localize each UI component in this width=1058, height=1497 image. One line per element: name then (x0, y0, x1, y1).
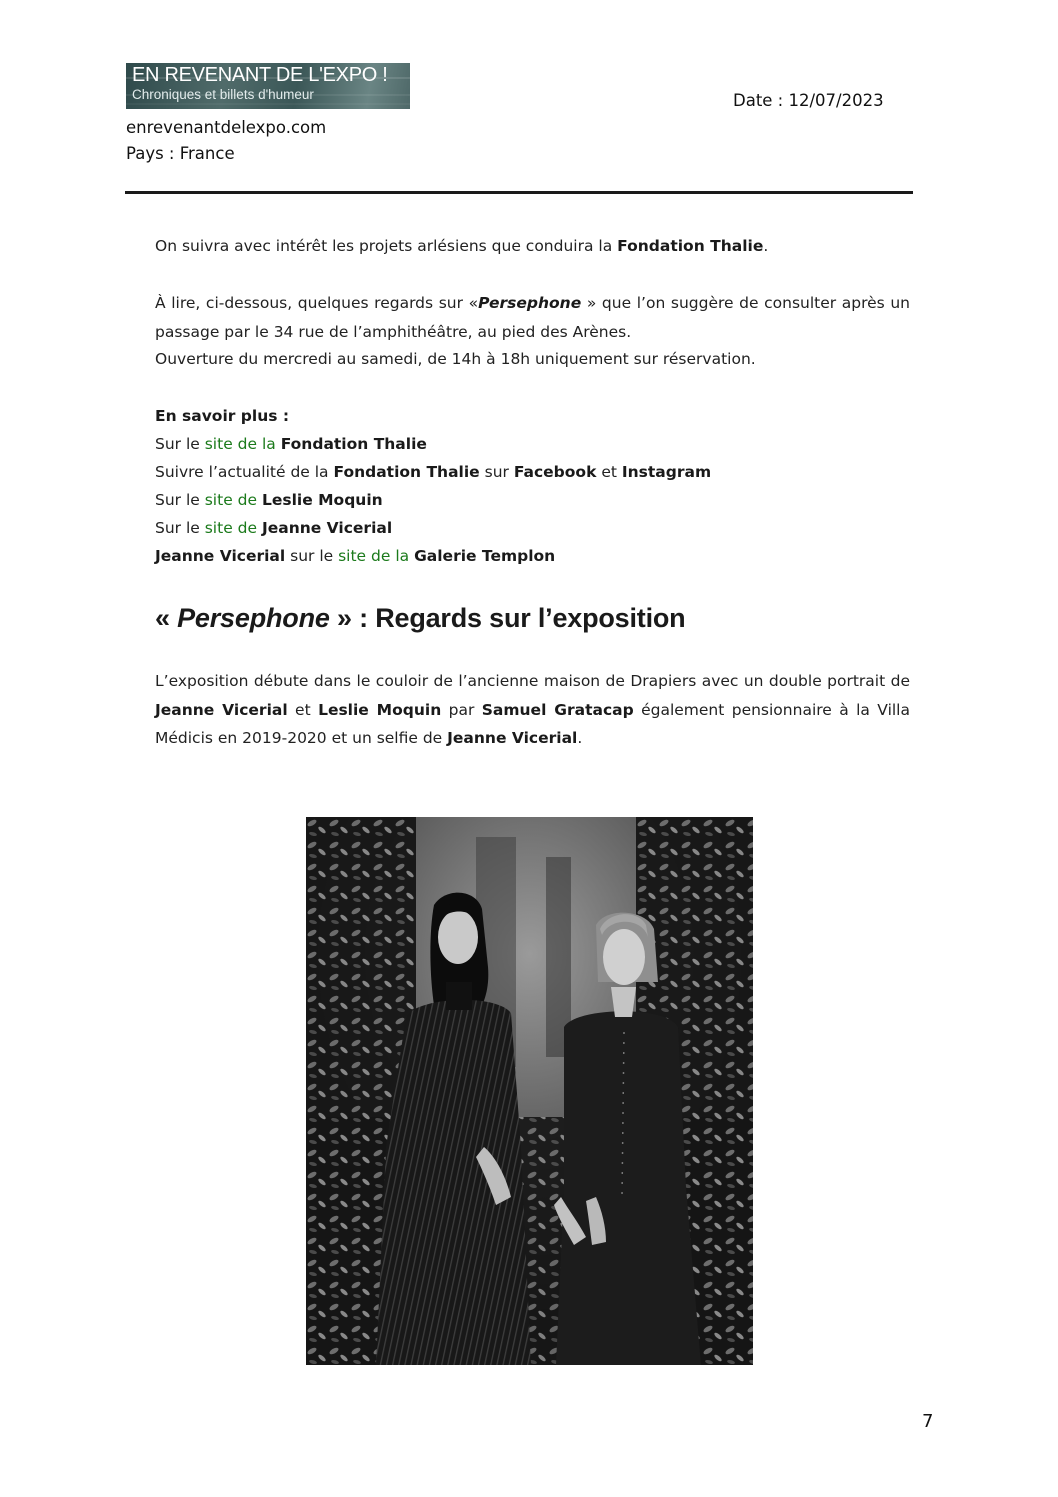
jeanne-vicerial-site-link[interactable]: site de Jeanne Vicerial (204, 519, 393, 537)
more-info-line-2: Suivre l’actualité de la Fondation Thalie sur Facebook et Instagram (155, 463, 712, 481)
more-info-line-4: Sur le site de Jeanne Vicerial (155, 519, 393, 537)
publication-logo (126, 63, 410, 109)
facebook-link[interactable]: Facebook (513, 463, 597, 481)
fondation-thalie-site-link[interactable]: site de la Fondation Thalie (204, 435, 427, 453)
leslie-moquin-site-link[interactable]: site de Leslie Moquin (204, 491, 383, 509)
section-heading: « Persephone » : Regards sur l’exposition (155, 603, 686, 633)
source-site: enrevenantdelexpo.com (126, 118, 327, 137)
galerie-templon-site-link[interactable]: site de la Galerie Templon (338, 547, 556, 565)
instagram-link[interactable]: Instagram (621, 463, 712, 481)
page-number: 7 (922, 1411, 934, 1432)
header-divider (125, 191, 913, 194)
source-country: Pays : France (126, 144, 235, 163)
more-info-line-5: Jeanne Vicerial sur le site de la Galerie Templon (155, 547, 556, 565)
logo-subtitle: Chroniques et billets d'humeur (132, 87, 314, 102)
reading-paragraph: À lire, ci-dessous, quelques regards sur «Persephone » que l’on suggère de consulter après un passage par le 34 rue de l’amphithéâtre, au pied des Arènes. (155, 294, 911, 341)
more-info-heading: En savoir plus : (155, 407, 290, 425)
opening-hours: Ouverture du mercredi au samedi, de 14h à 18h uniquement sur réservation. (155, 350, 756, 368)
more-info-line-3: Sur le site de Leslie Moquin (155, 491, 383, 509)
publication-date: Date : 12/07/2023 (733, 91, 884, 110)
exhibition-paragraph: L’exposition débute dans le couloir de l’ancienne maison de Drapiers avec un double portrait de Jeanne Vicerial et Leslie Moquin par Samuel Gratacap également pensionnaire à la Villa Médicis en 2019-2020 et un selfie de Jeanne Vicerial. (155, 672, 910, 747)
more-info-line-1: Sur le site de la Fondation Thalie (155, 435, 427, 453)
logo-title: EN REVENANT DE L'EXPO ! (132, 64, 388, 86)
intro-paragraph: On suivra avec intérêt les projets arlésiens que conduira la Fondation Thalie. (155, 237, 769, 255)
double-portrait-photo (306, 817, 753, 1365)
